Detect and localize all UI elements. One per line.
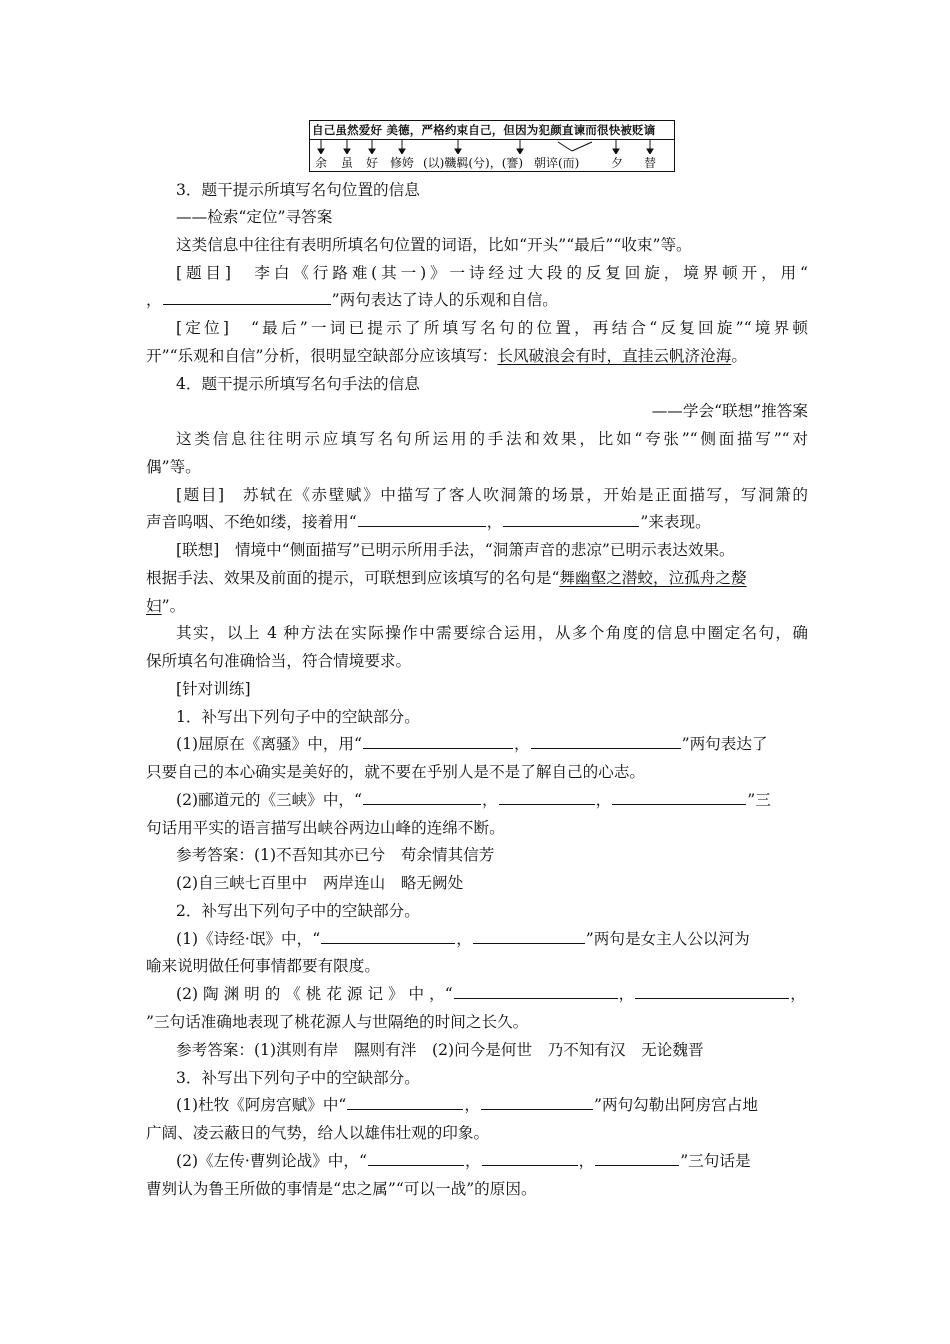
- answer-text: 长风破浪会有时，直挂云帆济沧海: [497, 347, 732, 365]
- figure-word: 余: [315, 156, 328, 170]
- text-span: ”三句话是: [680, 1152, 751, 1170]
- question-line: [146, 512, 808, 532]
- question-line: [176, 1095, 808, 1115]
- explanation-line: [146, 568, 808, 588]
- paragraph-line: 保所填名句准确恰当，符合情境要求。: [146, 652, 412, 670]
- answer-blank[interactable]: [499, 790, 595, 805]
- section-heading: 4．题干提示所填写名句手法的信息: [176, 375, 420, 393]
- text-span: ，: [578, 1152, 595, 1170]
- figure-translation-text: 自己虽然爱好 美德，严格约束自己，但因为犯颜直谏而很快被贬谪: [310, 121, 674, 140]
- answer-blank[interactable]: [163, 290, 331, 305]
- question-line: 只要自己的本心确实是美好的，就不要在乎别人是不是了解自己的心志。: [146, 763, 646, 781]
- text-span: (2)《左传·曹刿论战》中，“: [176, 1152, 367, 1170]
- translation-figure: [309, 120, 675, 172]
- answer-blank[interactable]: [473, 929, 585, 944]
- section-heading: 3．题干提示所填写名句位置的信息: [176, 181, 420, 199]
- question-line: [176, 984, 808, 1004]
- text-span: 。: [731, 347, 747, 365]
- exercise-item: 3．补写出下列句子中的空缺部分。: [176, 1069, 420, 1087]
- text-span: ”来表现。: [640, 513, 711, 531]
- paragraph-line: 这类信息往往明示应填写名句所运用的手法和效果，比如“夸张”“侧面描写”“对: [176, 430, 808, 448]
- answer-blank[interactable]: [503, 512, 639, 527]
- answer-blank[interactable]: [363, 734, 513, 749]
- text-span: ，: [464, 1152, 481, 1170]
- explanation-line: [定位] “最后”一词已提示了所填写名句的位置，再结合“反复回旋”“境界顿: [176, 319, 808, 337]
- section-subheading: ——学会“联想”推答案: [651, 402, 808, 420]
- figure-word: 修姱: [390, 156, 415, 170]
- question-line: 曹刿认为鲁王所做的事情是“忠之属”“可以一战”的原因。: [146, 1180, 537, 1198]
- answer-text: 舞幽壑之潜蛟，泣孤舟之嫠: [559, 569, 747, 587]
- question-line: [176, 929, 808, 949]
- answer-line: (2)自三峡七百里中 两岸连山 略无阙处: [176, 874, 464, 892]
- question-line: [题目] 李白《行路难(其一)》一诗经过大段的反复回旋，境界顿开，用“: [176, 264, 808, 282]
- text-span: 根据手法、效果及前面的提示，可联想到应该填写的名句是“: [146, 569, 560, 587]
- answer-blank[interactable]: [454, 984, 618, 999]
- text-span: (2) 陶 渊 明 的 《 桃 花 源 记 》 中 ，“: [176, 985, 453, 1003]
- text-span: ”三: [747, 791, 771, 809]
- text-span: 声音呜咽、不绝如缕，接着用“: [146, 513, 357, 531]
- text-span: ”两句表达了: [681, 735, 768, 753]
- answer-blank[interactable]: [368, 1151, 464, 1166]
- text-span: ，: [618, 985, 635, 1003]
- answer-blank[interactable]: [321, 929, 455, 944]
- answer-blank[interactable]: [358, 512, 486, 527]
- text-span: (1)杜牧《阿房宫赋》中“: [176, 1096, 347, 1114]
- text-span: ”两句是女主人公以河为: [585, 930, 750, 948]
- exercise-heading: [针对训练]: [176, 680, 251, 698]
- answer-blank[interactable]: [363, 790, 481, 805]
- exercise-item: 2．补写出下列句子中的空缺部分。: [176, 902, 420, 920]
- paragraph-line: 这类信息中往往有表明所填名句位置的词语，比如“开头”“最后”“收束”等。: [176, 236, 692, 254]
- text-span: ”两句表达了诗人的乐观和自信。: [331, 291, 558, 309]
- text-span: (1)屈原在《离骚》中，用“: [176, 735, 362, 753]
- question-line: [176, 1151, 808, 1171]
- figure-word: (以)鞿羁(兮)，(謇): [423, 156, 524, 170]
- answer-blank[interactable]: [482, 1151, 578, 1166]
- answer-blank[interactable]: [612, 790, 746, 805]
- answer-blank[interactable]: [595, 1151, 679, 1166]
- question-line: [176, 734, 808, 754]
- figure-word-row: [310, 154, 674, 172]
- text-span: ，: [464, 1096, 481, 1114]
- explanation-line: [联想] 情境中“侧面描写”已明示所用手法，“洞箫声音的悲凉”已明示表达效果。: [176, 541, 735, 559]
- question-line: [146, 290, 808, 310]
- answer-line: 参考答案：(1)不吾知其亦已兮 苟余情其信芳: [176, 846, 495, 864]
- figure-word: 好: [366, 156, 379, 170]
- text-span: ”三句话准确地表现了桃花源人与世隔绝的时间之长久。: [146, 1013, 529, 1031]
- figure-word: 夕: [611, 156, 624, 170]
- text-span: ，: [146, 291, 162, 309]
- text-span: ，: [482, 791, 498, 809]
- figure-word: 替: [644, 156, 657, 170]
- answer-blank[interactable]: [347, 1095, 463, 1110]
- answer-blank[interactable]: [635, 984, 789, 999]
- exercise-item: 1．补写出下列句子中的空缺部分。: [176, 708, 420, 726]
- answer-blank[interactable]: [531, 734, 681, 749]
- text-span: ，: [486, 513, 503, 531]
- text-span: ，: [790, 985, 806, 1003]
- answer-text: 妇: [146, 597, 162, 615]
- text-span: ”两句勾勒出阿房宫占地: [594, 1096, 758, 1114]
- text-span: ”。: [161, 597, 186, 615]
- section-subheading: ——检索“定位”寻答案: [176, 208, 333, 226]
- text-span: ，: [514, 735, 530, 753]
- question-line: 广阔、凌云蔽日的气势，给人以雄伟壮观的印象。: [146, 1124, 490, 1142]
- text-span: (1)《诗经·氓》中，“: [176, 930, 321, 948]
- question-line: [176, 790, 808, 810]
- answer-line: 参考答案：(1)淇则有岸 隰则有泮 (2)问今是何世 乃不知有汉 无论魏晋: [176, 1041, 704, 1059]
- text-span: ，: [595, 791, 612, 809]
- explanation-line: [146, 346, 808, 366]
- text-span: (2)郦道元的《三峡》中，“: [176, 791, 362, 809]
- paragraph-line: 偶”等。: [146, 458, 201, 476]
- question-line: [146, 1012, 808, 1032]
- figure-word: 朝谇(而): [534, 156, 580, 170]
- question-line: [题目] 苏轼在《赤壁赋》中描写了客人吹洞箫的场景，开始是正面描写，写洞箫的: [176, 486, 808, 504]
- text-span: 开”“乐观和自信”分析，很明显空缺部分应该填写：: [146, 347, 498, 365]
- question-line: 句话用平实的语言描写出峡谷两边山峰的连绵不断。: [146, 819, 505, 837]
- question-line: 喻来说明做任何事情都要有限度。: [146, 957, 380, 975]
- figure-word: 虽: [341, 156, 354, 170]
- paragraph-line: 其实，以上 4 种方法在实际操作中需要综合运用，从多个角度的信息中圈定名句，确: [176, 624, 808, 642]
- answer-blank[interactable]: [481, 1095, 593, 1110]
- figure-arrows: [310, 140, 676, 154]
- text-span: ，: [456, 930, 472, 948]
- explanation-line: [146, 596, 808, 616]
